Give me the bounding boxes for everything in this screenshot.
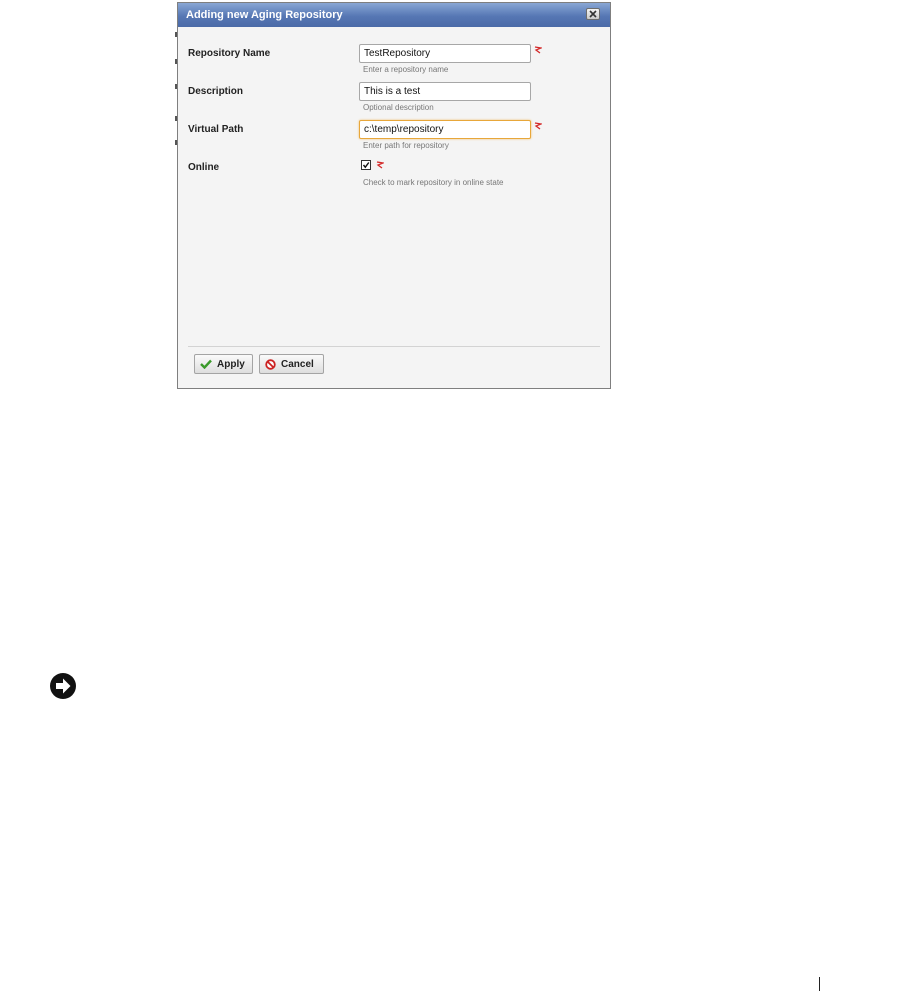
page-footer-rule	[819, 977, 820, 991]
cancel-button-label: Cancel	[281, 358, 314, 370]
online-label: Online	[188, 162, 220, 173]
checkmark-icon	[200, 359, 212, 369]
description-input[interactable]	[359, 82, 531, 101]
description-label: Description	[188, 86, 244, 97]
repository-form	[178, 27, 610, 345]
aging-repository-dialog	[177, 2, 611, 389]
dialog-titlebar[interactable]	[178, 3, 610, 27]
virtual-path-label: Virtual Path	[188, 124, 244, 135]
virtual-path-hint: Enter path for repository	[363, 141, 449, 150]
repository-name-label: Repository Name	[188, 48, 271, 59]
note-arrow-icon	[49, 672, 77, 700]
apply-button[interactable]	[194, 354, 253, 374]
repository-name-input[interactable]	[359, 44, 531, 63]
checkmark-icon	[362, 161, 370, 169]
close-button[interactable]	[586, 8, 600, 20]
footer-divider	[188, 346, 600, 347]
close-icon	[589, 10, 597, 18]
cancel-icon	[265, 359, 276, 370]
required-marker-icon	[534, 46, 542, 54]
online-checkbox[interactable]	[361, 160, 371, 170]
description-hint: Optional description	[363, 103, 434, 112]
required-marker-icon	[534, 122, 542, 130]
apply-button-label: Apply	[217, 358, 245, 370]
cancel-button[interactable]	[259, 354, 324, 374]
repository-name-hint: Enter a repository name	[363, 65, 449, 74]
required-marker-icon	[376, 161, 384, 169]
virtual-path-input[interactable]	[359, 120, 531, 139]
dialog-title: Adding new Aging Repository	[186, 9, 343, 21]
online-hint: Check to mark repository in online state	[363, 178, 504, 187]
